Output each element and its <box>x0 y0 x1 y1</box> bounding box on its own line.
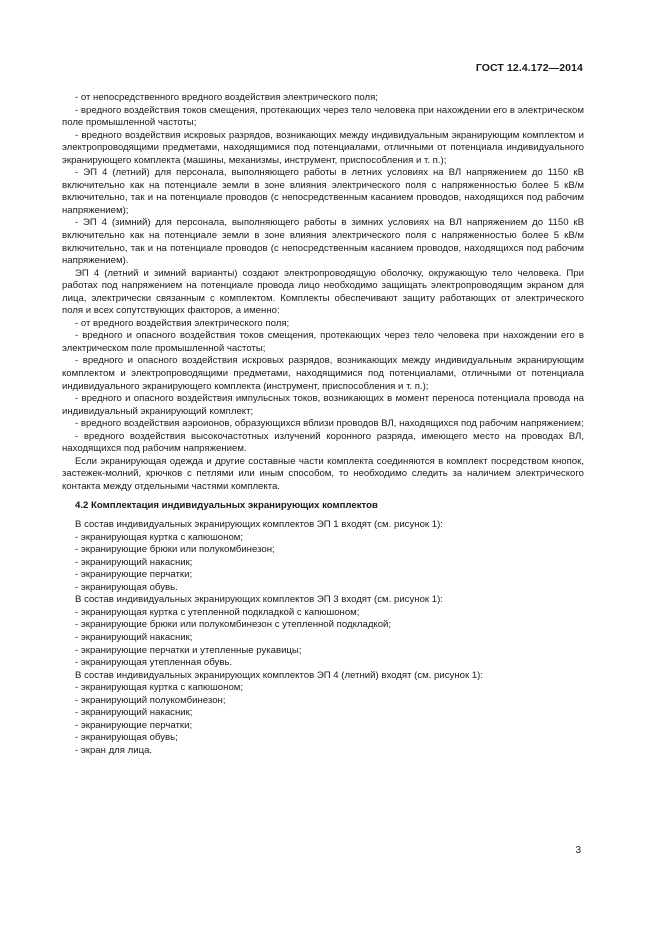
paragraph: - вредного воздействия аэроионов, образующихся вблизи проводов ВЛ, находящихся под рабочим напряжением; <box>75 418 584 430</box>
list-line: - экранирующая обувь. <box>75 581 178 593</box>
list-line: - экранирующий накасник; <box>75 707 193 719</box>
paragraph: - вредного и опасного воздействия импульсных токов, возникающих в момент переноса потенциала провода на индивидуальный экранирующий комплект; <box>62 393 584 417</box>
list-line: - экранирующая куртка с капюшоном; <box>75 682 244 694</box>
list-line: - экранирующий накасник; <box>75 631 193 643</box>
list-line: - экранирующие перчатки; <box>75 569 193 581</box>
list-line: - экранирующая утепленная обувь. <box>75 657 233 669</box>
list-line: - экранирующие брюки или полукомбинезон с утепленной подкладкой; <box>75 619 392 631</box>
page-number: 3 <box>575 845 581 856</box>
list-line: - экранирующий накасник; <box>75 556 193 568</box>
list-line: - экранирующие перчатки и утепленные рукавицы; <box>75 644 302 656</box>
paragraph: - ЭП 4 (зимний) для персонала, выполняющего работы в зимних условиях на ВЛ напряжением до 1150 кВ включительно как на потенциале земли в зоне влияния электрического поля с напряженностью более 5 кВ/м включительно, так и на потенциале проводов (с непосредственным касанием проводов, находящихся под рабочим напряжением). <box>62 217 584 267</box>
list-line: - экранирующий полукомбинезон; <box>75 694 226 706</box>
section-heading: 4.2 Комплектация индивидуальных экранирующих комплектов <box>75 499 378 511</box>
paragraph: ЭП 4 (летний и зимний варианты) создают электропроводящую оболочку, окружающую тело человека. При работах под напряжением на потенциале провода лицо необходимо защищать электропроводящим экраном для лица, электрически связанным с комплектом. Комплекты обеспечивают защиту работающих от электрического поля и всех сопутствующих факторов, а именно: <box>62 267 584 317</box>
paragraph: - вредного и опасного воздействия токов смещения, протекающих через тело человека при нахождении его в электрическом поле промышленной частоты; <box>62 330 584 354</box>
paragraph: - вредного воздействия искровых разрядов, возникающих между индивидуальным экранирующим комплектом и электропроводящими предметами, находящимися под потенциалами, отличными от потенциала индивидуального экранирующего комплекта (машины, механизмы, инструмент, приспособления и т. п.); <box>62 129 584 166</box>
standard-header: ГОСТ 12.4.172—2014 <box>475 62 583 74</box>
paragraph: - ЭП 4 (летний) для персонала, выполняющего работы в летних условиях на ВЛ напряжением до 1150 кВ включительно как на потенциале земли в зоне влияния электрического поля с напряженностью более 5 кВ/м включительно, так и на потенциале проводов (с непосредственным касанием проводов, находящихся под рабочим напряжением); <box>62 167 584 216</box>
list-line: - экранирующая куртка с утепленной подкладкой с капюшоном; <box>75 606 360 618</box>
paragraph: - вредного воздействия высокочастотных излучений коронного разряда, имеющего место на проводах ВЛ, находящихся под рабочим напряжением. <box>62 430 584 455</box>
list-line: В состав индивидуальных экранирующих комплектов ЭП 4 (летний) входят (см. рисунок 1): <box>75 669 484 681</box>
paragraph: - от непосредственного вредного воздействия электрического поля; <box>75 92 378 103</box>
list-line: В состав индивидуальных экранирующих комплектов ЭП 3 входят (см. рисунок 1): <box>75 594 443 606</box>
paragraph: - вредного и опасного воздействия искровых разрядов, возникающих между индивидуальным экранирующим комплектом и электропроводящими предметами, находящимися под потенциалами, отличными от потенциала индивидуального экранирующего комплекта (инструмент, приспособления и т. п.); <box>62 355 584 392</box>
list-line: В состав индивидуальных экранирующих комплектов ЭП 1 входят (см. рисунок 1): <box>75 519 443 531</box>
document-body <box>62 92 584 757</box>
list-line: - экранирующие брюки или полукомбинезон; <box>75 544 275 556</box>
paragraph: - вредного воздействия токов смещения, протекающих через тело человека при нахождении его в электрическом поле промышленной частоты; <box>62 104 584 129</box>
list-line: - экранирующие перчатки; <box>75 719 193 731</box>
paragraph: - от вредного воздействия электрического поля; <box>75 317 290 329</box>
list-line: - экран для лица. <box>75 744 153 756</box>
list-line: - экранирующая обувь; <box>75 732 178 744</box>
paragraph: Если экранирующая одежда и другие составные части комплекта соединяются в комплект посредством кнопок, застежек-молний, крючков с петлями или иным способом, то необходимо следить за наличием электрического контакта между отдельными частями комплекта. <box>62 455 584 492</box>
list-line: - экранирующая куртка с капюшоном; <box>75 531 244 543</box>
